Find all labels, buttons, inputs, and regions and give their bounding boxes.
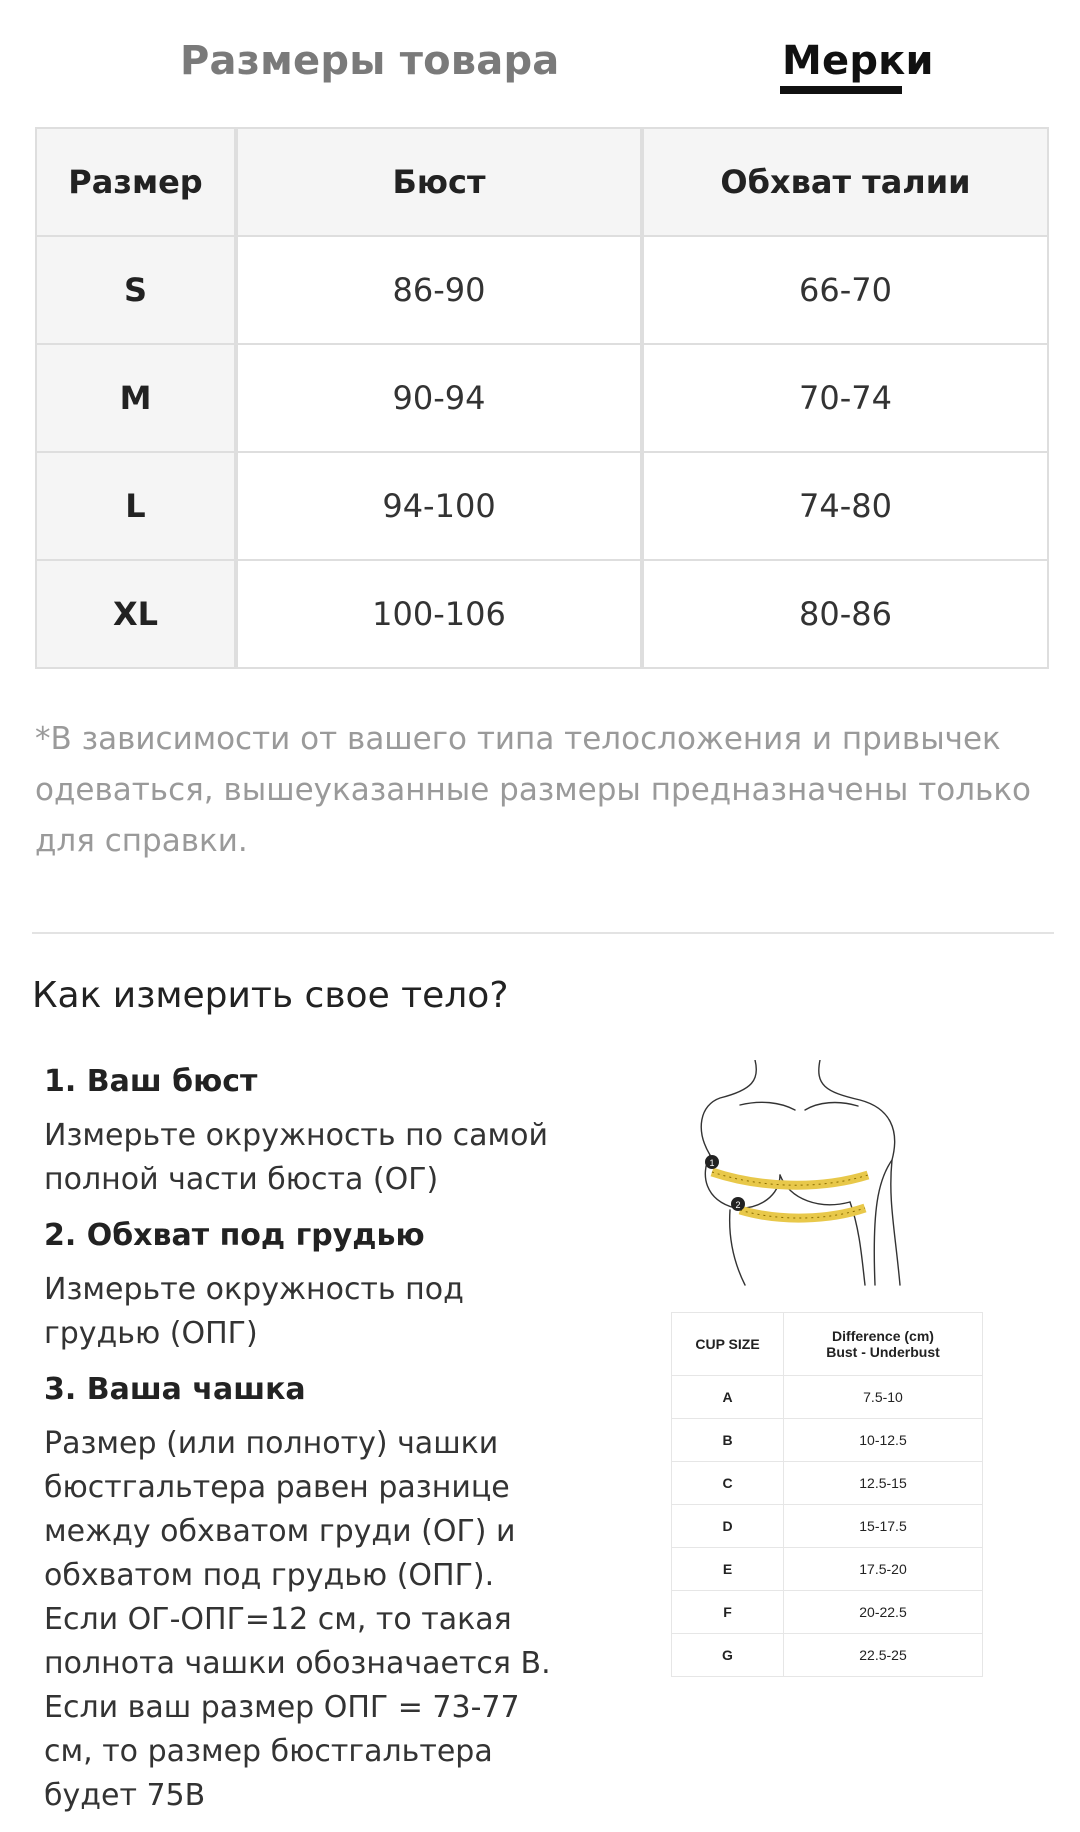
active-tab-indicator xyxy=(780,86,902,94)
cup-difference: 12.5-15 xyxy=(784,1462,983,1505)
size-cell: M xyxy=(36,344,236,452)
waist-cell: 74-80 xyxy=(642,452,1048,560)
bust-cell: 94-100 xyxy=(236,452,642,560)
cup-difference: 20-22.5 xyxy=(784,1591,983,1634)
cup-size-header: CUP SIZE xyxy=(672,1313,784,1376)
cup-table-header-row xyxy=(672,1313,983,1376)
cup-difference: 7.5-10 xyxy=(784,1376,983,1419)
step-text: Измерьте окружность под грудью (ОПГ) xyxy=(44,1272,464,1351)
cup-letter: B xyxy=(672,1419,784,1462)
table-row xyxy=(672,1462,983,1505)
cup-size-table xyxy=(671,1312,983,1677)
size-tabs xyxy=(0,0,1080,120)
waist-cell: 80-86 xyxy=(642,560,1048,668)
waist-cell: 70-74 xyxy=(642,344,1048,452)
step-title: 1. Ваш бюст xyxy=(44,1064,258,1099)
step-text: Размер (или полноту) чашки бюстгальтера равен разнице между обхватом груди (ОГ) и обхватом под грудью (ОПГ). Если ОГ-ОПГ=12 см, то такая полнота чашки обозначается B. Если ваш размер ОПГ = 73-77 см, то размер бюстгальтера будет 75B xyxy=(44,1426,551,1813)
step-text: Измерьте окружность по самой полной части бюста (ОГ) xyxy=(44,1118,548,1197)
section-divider xyxy=(32,932,1054,934)
size-cell: L xyxy=(36,452,236,560)
bust-cell: 100-106 xyxy=(236,560,642,668)
difference-header-line2: Bust - Underbust xyxy=(826,1344,940,1360)
header-size: Размер xyxy=(36,128,236,236)
marker-2-label: 2 xyxy=(735,1200,741,1210)
table-row xyxy=(36,452,1048,560)
table-row xyxy=(36,560,1048,668)
size-cell: S xyxy=(36,236,236,344)
table-row xyxy=(36,236,1048,344)
size-disclaimer: *В зависимости от вашего типа телосложения и привычек одеваться, вышеуказанные размеры предназначены только для справки. xyxy=(35,721,1032,859)
step-title: 2. Обхват под грудью xyxy=(44,1218,425,1253)
table-row xyxy=(672,1419,983,1462)
table-row xyxy=(672,1634,983,1677)
waist-cell: 66-70 xyxy=(642,236,1048,344)
cup-letter: D xyxy=(672,1505,784,1548)
table-row xyxy=(672,1505,983,1548)
cup-difference: 22.5-25 xyxy=(784,1634,983,1677)
header-waist: Обхват талии xyxy=(642,128,1048,236)
cup-difference: 10-12.5 xyxy=(784,1419,983,1462)
tab-measurements[interactable]: Мерки xyxy=(782,38,934,84)
measurement-steps xyxy=(44,1062,564,1832)
tab-product-sizes[interactable]: Размеры товара xyxy=(180,38,560,84)
cup-letter: A xyxy=(672,1376,784,1419)
table-row xyxy=(672,1548,983,1591)
bust-cell: 90-94 xyxy=(236,344,642,452)
cup-letter: E xyxy=(672,1548,784,1591)
size-cell: XL xyxy=(36,560,236,668)
difference-header-line1: Difference (cm) xyxy=(832,1328,934,1344)
step-title: 3. Ваша чашка xyxy=(44,1372,306,1407)
marker-1-label: 1 xyxy=(709,1158,715,1168)
table-row xyxy=(672,1376,983,1419)
cup-difference: 15-17.5 xyxy=(784,1505,983,1548)
how-to-measure-title: Как измерить свое тело? xyxy=(32,975,509,1016)
cup-difference: 17.5-20 xyxy=(784,1548,983,1591)
cup-letter: G xyxy=(672,1634,784,1677)
size-table-header-row xyxy=(36,128,1048,236)
cup-letter: C xyxy=(672,1462,784,1505)
cup-letter: F xyxy=(672,1591,784,1634)
difference-header xyxy=(784,1313,983,1376)
table-row xyxy=(36,344,1048,452)
header-bust: Бюст xyxy=(236,128,642,236)
table-row xyxy=(672,1591,983,1634)
bust-measurement-illustration xyxy=(700,1060,960,1290)
bust-cell: 86-90 xyxy=(236,236,642,344)
size-table xyxy=(35,127,1049,669)
